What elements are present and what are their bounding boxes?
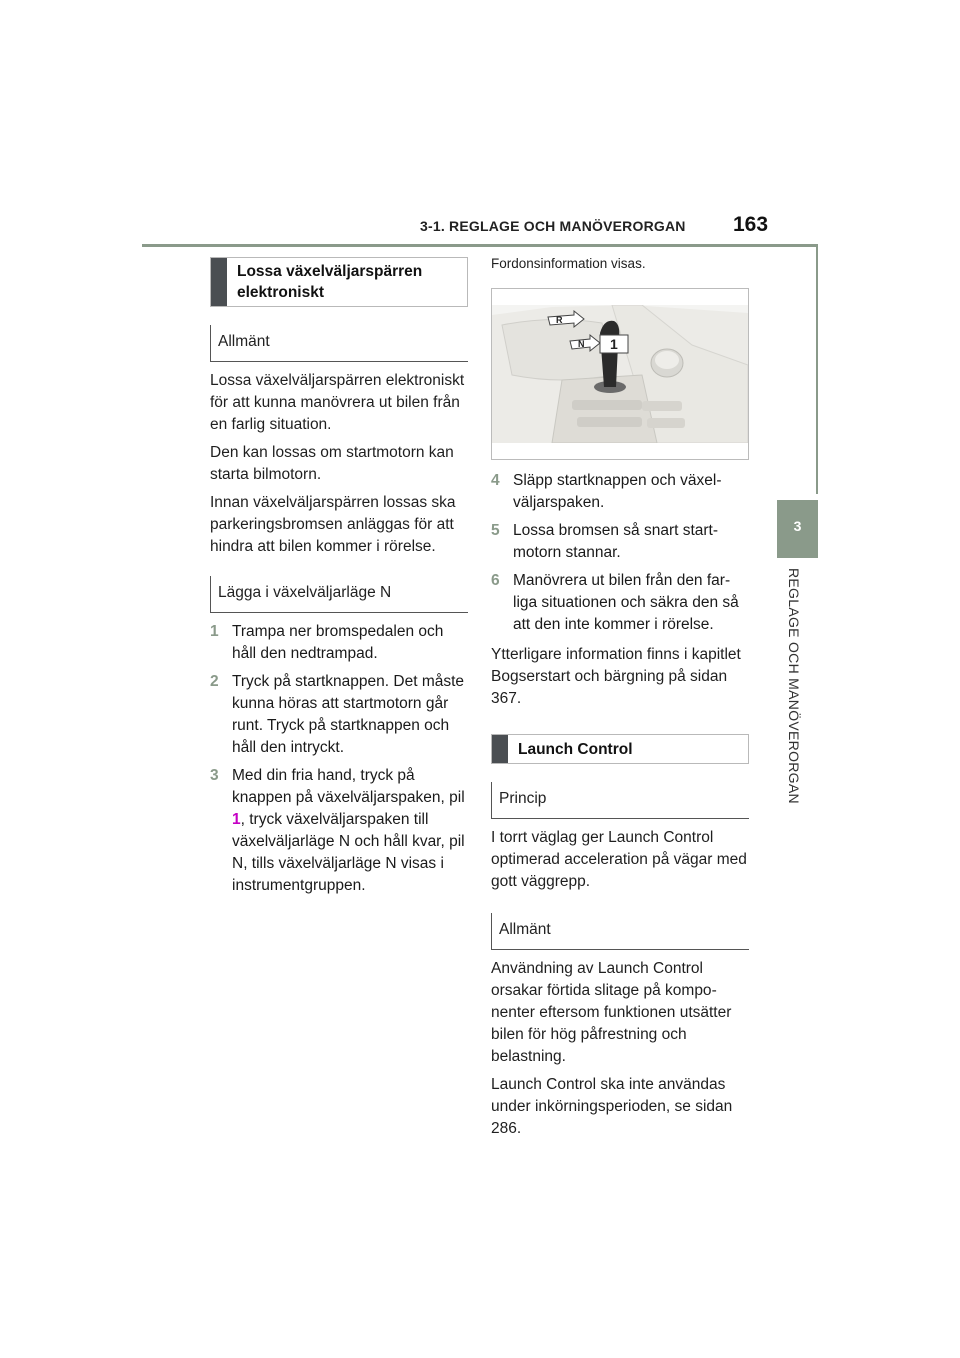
arrow-label-n: N [578,339,585,349]
step-text: Lossa bromsen så snart startmotorn stannar. [513,522,719,561]
step-2 [210,671,468,759]
subheading-general: Allmänt [210,325,468,362]
step-text-part: Med din fria hand, tryck på knappen på växelväljarspaken, pil [232,767,465,806]
step-text: Tryck på startknappen. Det måste kunna höras att startmotorn går runt. Tryck på startknappen och håll den intryckt. [232,673,465,756]
paragraph-break-in: Launch Control ska inte användas under inkörningsperioden, se sidan 286. [491,1076,733,1137]
gear-selector-illustration [492,305,748,443]
subheading-general-launch: Allmänt [491,913,749,950]
step-number: 6 [491,572,500,589]
subheading-neutral: Lägga i växelväljarläge N [210,576,468,613]
step-3 [210,765,468,897]
paragraph-vehicle-info: Fordonsinformation visas. [491,256,646,271]
step-text: Trampa ner bromspedalen och håll den nedtrampad. [232,623,444,662]
paragraph-unlock-intro: Lossa växelväljarspärren elektroniskt för att kunna manövrera ut bilen från en farlig situation. [210,372,465,433]
step-5 [491,520,749,564]
step-1 [210,621,468,665]
left-column [210,257,468,897]
paragraph-wear: Användning av Launch Control orsakar förtida slitage på komponenter eftersom funktionen utsätter bilen för hög påfrestning och belastning. [491,960,732,1065]
step-number: 2 [210,673,219,690]
chapter-label: REGLAGE OCH MANÖVERORGAN [786,568,802,804]
section-heading-unlock: Lossa växelväljarspärren elektroniskt [210,257,468,307]
step-text: Släpp startknappen och växelväljarspaken. [513,472,722,511]
right-column [491,253,749,1140]
gear-selector-figure [491,288,749,460]
step-number: 5 [491,522,500,539]
step-6 [491,570,749,636]
side-rule [816,244,818,494]
step-text [232,765,468,897]
paragraph-parking-brake: Innan växelväljarspärren lossas ska parkeringsbromsen anläggas för att hindra att bilen kommer i rörelse. [210,494,456,555]
callout-1: 1 [610,336,618,352]
paragraph-starter: Den kan lossas om startmotorn kan starta bilmotorn. [210,444,454,483]
paragraph-principle: I torrt väglag ger Launch Control optimerad acceleration på vägar med gott väggrepp. [491,829,747,890]
chapter-tab [777,500,818,558]
arrow-label-r: R [556,315,563,325]
step-text-part: , tryck växelväljarspaken till växelväljarläge N och håll kvar, pil N, tills växelväljarläge N visas i instrumentgruppen. [232,811,465,894]
chapter-number: 3 [793,518,802,534]
paragraph-more-info: Ytterligare information finns i kapitlet Bogserstart och bärgning på sidan 367. [491,646,741,707]
step-number: 1 [210,623,219,640]
arrow-reference: 1 [232,811,241,828]
step-number: 4 [491,472,500,489]
header-section-title: 3-1. REGLAGE OCH MANÖVERORGAN [420,218,686,234]
header-rule [142,244,818,247]
step-4 [491,470,749,514]
page-number: 163 [733,213,769,236]
section-heading-launch-control: Launch Control [491,734,749,764]
step-text: Manövrera ut bilen från den farliga situationen och säkra den så att den inte kommer i rörelse. [513,572,739,633]
subheading-principle: Princip [491,782,749,819]
step-number: 3 [210,767,219,784]
